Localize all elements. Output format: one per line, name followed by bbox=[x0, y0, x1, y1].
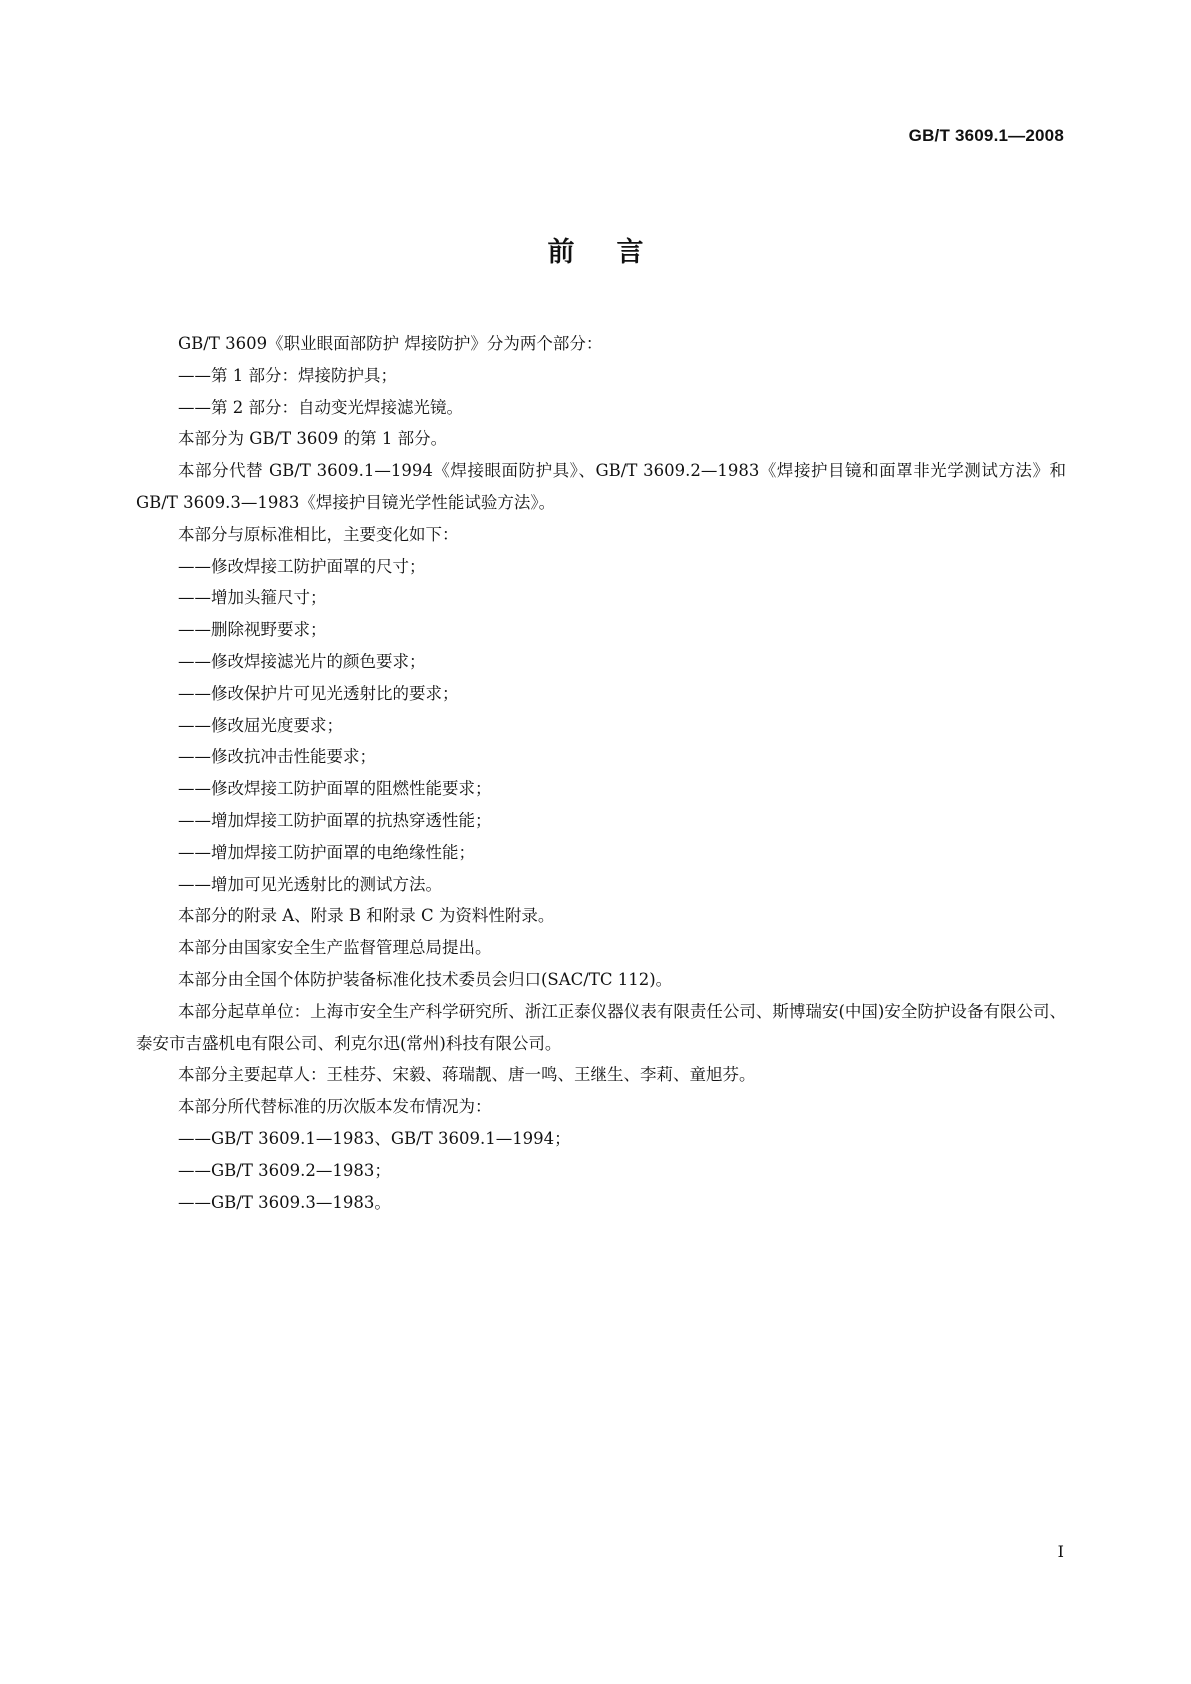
paragraph: ——GB/T 3609.1—1983、GB/T 3609.1—1994； bbox=[178, 1128, 571, 1148]
paragraph: 本部分主要起草人：王桂芬、宋毅、蒋瑞靓、唐一鸣、王继生、李莉、童旭芬。 bbox=[178, 1065, 756, 1085]
paragraph: ——增加焊接工防护面罩的电绝缘性能； bbox=[178, 842, 475, 862]
paragraph: ——删除视野要求； bbox=[178, 620, 327, 640]
paragraph: GB/T 3609《职业眼面部防护 焊接防护》分为两个部分： bbox=[178, 334, 603, 353]
paragraph: 本部分与原标准相比，主要变化如下： bbox=[178, 524, 459, 544]
paragraph: 本部分起草单位：上海市安全生产科学研究所、浙江正泰仪器仪表有限责任公司、斯博瑞安(中国)安全防护设备有限公司、泰安市吉盛机电有限公司、利克尔迅(常州)科技有限公司。 bbox=[136, 1001, 1066, 1053]
page-number: I bbox=[1057, 1542, 1064, 1561]
paragraph: ——第 1 部分：焊接防护具； bbox=[178, 365, 397, 385]
paragraph: ——修改抗冲击性能要求； bbox=[178, 747, 376, 767]
paragraph: 本部分为 GB/T 3609 的第 1 部分。 bbox=[178, 429, 448, 449]
document-code: GB/T 3609.1—2008 bbox=[908, 126, 1064, 145]
page-title: 前言 bbox=[547, 237, 686, 268]
paragraph: ——GB/T 3609.3—1983。 bbox=[178, 1192, 391, 1212]
paragraph: ——修改焊接滤光片的颜色要求； bbox=[178, 651, 426, 671]
paragraph: ——增加头箍尺寸； bbox=[178, 588, 327, 608]
paragraph: 本部分代替 GB/T 3609.1—1994《焊接眼面防护具》、GB/T 3609.2—1983《焊接护目镜和面罩非光学测试方法》和 GB/T 3609.3—1983《焊接护目镜光学性能试验方法》。 bbox=[136, 461, 1066, 512]
paragraph: ——第 2 部分：自动变光焊接滤光镜。 bbox=[178, 397, 463, 417]
paragraph: 本部分的附录 A、附录 B 和附录 C 为资料性附录。 bbox=[178, 906, 555, 926]
paragraph: 本部分所代替标准的历次版本发布情况为： bbox=[178, 1097, 492, 1117]
paragraph: ——修改焊接工防护面罩的阻燃性能要求； bbox=[178, 779, 492, 799]
paragraph: ——修改保护片可见光透射比的要求； bbox=[178, 683, 459, 703]
paragraph: ——修改屈光度要求； bbox=[178, 715, 343, 735]
paragraph: 本部分由国家安全生产监督管理总局提出。 bbox=[178, 938, 492, 958]
paragraph: 本部分由全国个体防护装备标准化技术委员会归口(SAC/TC 112)。 bbox=[178, 969, 673, 989]
paragraph: ——增加焊接工防护面罩的抗热穿透性能； bbox=[178, 810, 492, 830]
preface-body bbox=[136, 328, 1066, 1218]
paragraph: ——修改焊接工防护面罩的尺寸； bbox=[178, 556, 426, 576]
paragraph: ——增加可见光透射比的测试方法。 bbox=[178, 874, 442, 894]
paragraph: ——GB/T 3609.2—1983； bbox=[178, 1160, 391, 1180]
